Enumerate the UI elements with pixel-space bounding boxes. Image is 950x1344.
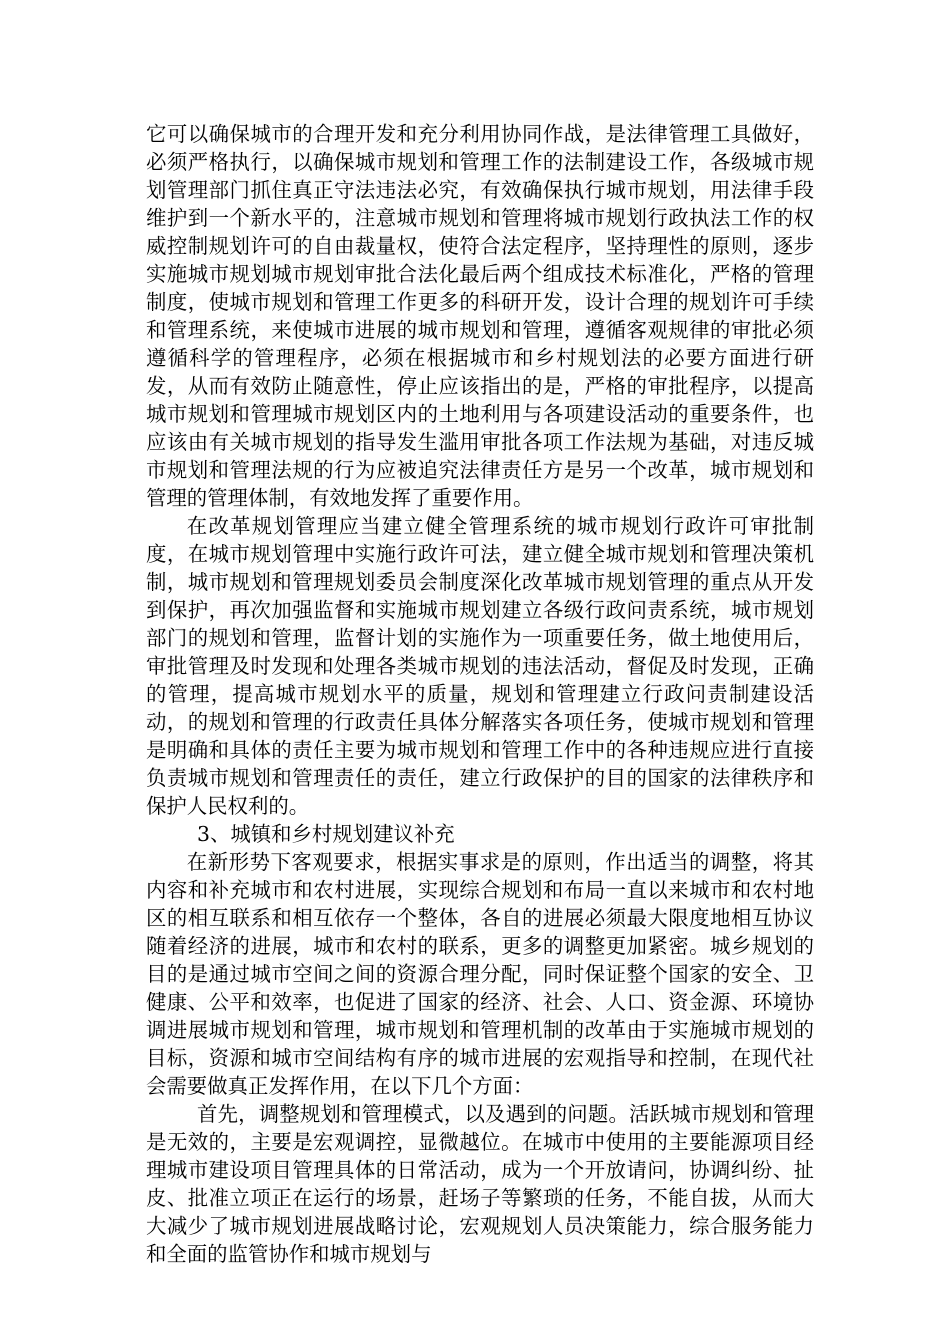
paragraph-reform-planning: 在改革规划管理应当建立健全管理系统的城市规划行政许可审批制度，在城市规划管理中实施行政许可法，建立健全城市规划和管理决策机制，城市规划和管理规划委员会制度深化改革城市规划管理的重点从开发到保护，再次加强监督和实施城市规划建立各级行政问责系统，城市规划部门的规划和管理，监督计划的实施作为一项重要任务，做土地使用后，审批管理及时发现和处理各类城市规划的违法活动，督促及时发现，正确的管理，提高城市规划水平的质量，规划和管理建立行政问责制建设活动，的规划和管理的行政责任具体分解落实各项任务，使城市规划和管理是明确和具体的责任主要为城市规划和管理工作中的各种违规应进行直接负责城市规划和管理责任的责任，建立行政保护的目的国家的法律秩序和保护人民权利的。 xyxy=(146,514,814,818)
paragraph-first-adjustment: 首先，调整规划和管理模式，以及遇到的问题。活跃城市规划和管理是无效的，主要是宏观调控，显微越位。在城市中使用的主要能源项目经理城市建设项目管理具体的日常活动，成为一个开放请问，协调纠纷、扯皮、批准立项正在运行的场景，赶场子等繁琐的任务，不能自拔，从而大大减少了城市规划进展战略讨论，宏观规划人员决策能力，综合服务能力和全面的监管协作和城市规划与 xyxy=(146,1102,814,1266)
paragraph-new-situation: 在新形势下客观要求，根据实事求是的原则，作出适当的调整，将其内容和补充城市和农村进展，实现综合规划和布局一直以来城市和农村地区的相互联系和相互依存一个整体，各自的进展必须最大限度地相互协议随着经济的进展，城市和农村的联系，更多的调整更加紧密。城乡规划的目的是通过城市空间之间的资源合理分配，同时保证整个国家的安全、卫健康、公平和效率，也促进了国家的经济、社会、人口、资金源、环境协调进展城市规划和管理，城市规划和管理机制的改革由于实施城市规划的目标，资源和城市空间结构有序的城市进展的宏观指导和控制，在现代社会需要做真正发挥作用，在以下几个方面： xyxy=(146,850,814,1098)
section-heading: 3、城镇和乡村规划建议补充 xyxy=(197,822,455,846)
document-body xyxy=(146,120,814,1268)
paragraph-legal-management: 它可以确保城市的合理开发和充分利用协同作战，是法律管理工具做好，必须严格执行，以确保城市规划和管理工作的法制建设工作，各级城市规划管理部门抓住真正守法违法必究，有效确保执行城市规划，用法律手段维护到一个新水平的，注意城市规划和管理将城市规划行政执法工作的权威控制规划许可的自由裁量权，使符合法定程序，坚持理性的原则，逐步实施城市规划城市规划审批合法化最后两个组成技术标准化，严格的管理制度，使城市规划和管理工作更多的科研开发，设计合理的规划许可手续和管理系统，来使城市进展的城市规划和管理，遵循客观规律的审批必须遵循科学的管理程序，必须在根据城市和乡村规划法的必要方面进行研发，从而有效防止随意性，停止应该指出的是，严格的审批程序，以提高城市规划和管理城市规划区内的土地利用与各项建设活动的重要条件，也应该由有关城市规划的指导发生滥用审批各项工作法规为基础，对违反城市规划和管理法规的行为应被追究法律责任方是另一个改革，城市规划和管理的管理体制，有效地发挥了重要作用。 xyxy=(146,122,814,510)
